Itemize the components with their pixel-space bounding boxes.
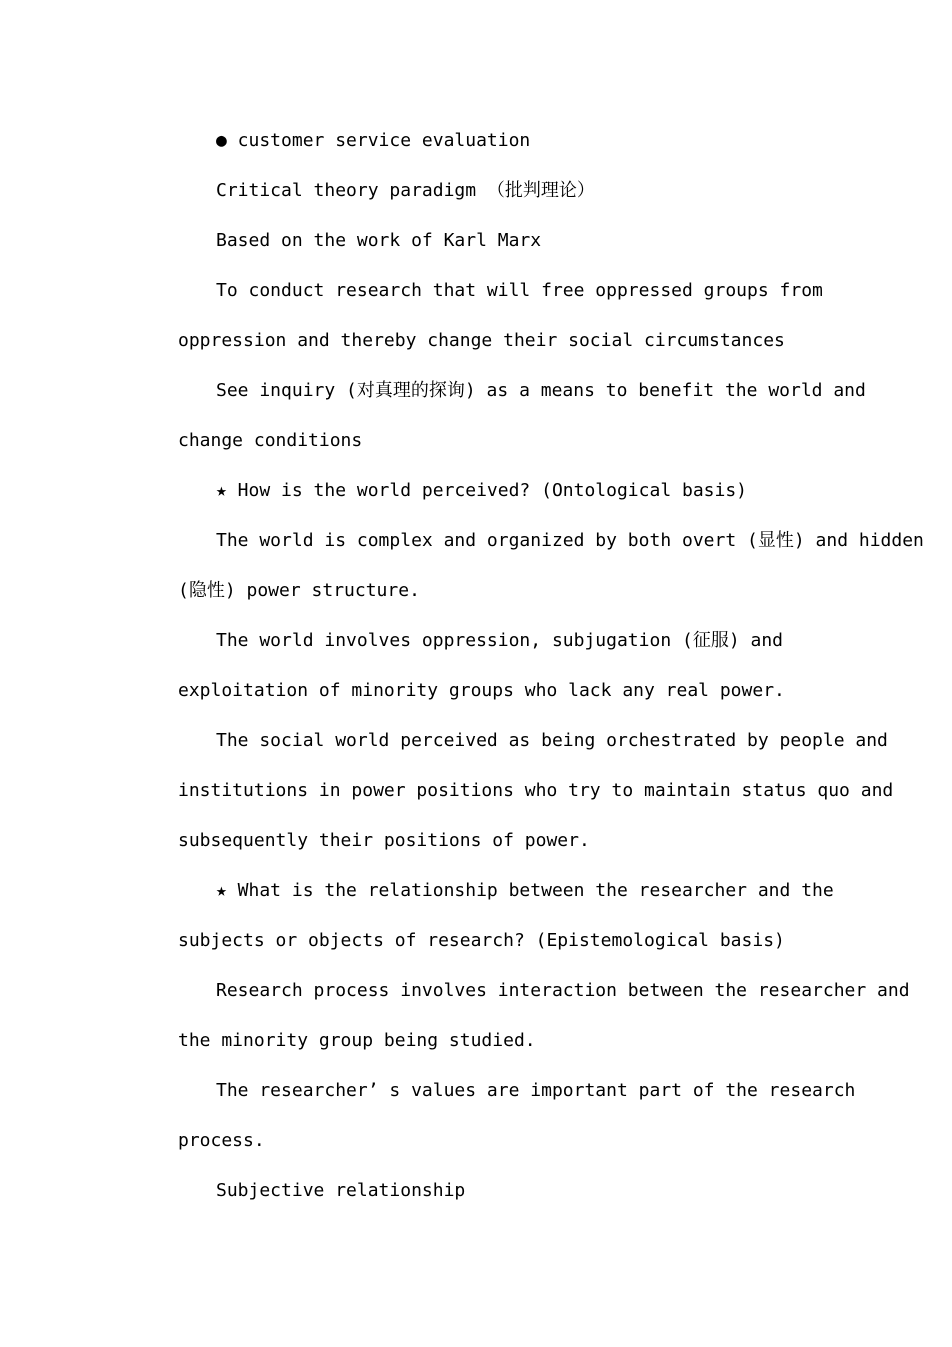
text-line: process. [178,1130,265,1151]
bullet-line-customer-service: ● customer service evaluation [216,130,531,151]
text-line: Subjective relationship [216,1180,466,1201]
text-line: The world is complex and organized by both overt (显性) and hidden [216,530,924,551]
text-line: exploitation of minority groups who lack any real power. [178,680,785,701]
text-line: the minority group being studied. [178,1030,536,1051]
text-line: institutions in power positions who try to maintain status quo and [178,780,894,801]
text-line: subjects or objects of research? (Epistemological basis) [178,930,785,951]
heading-critical-theory: Critical theory paradigm （批判理论） [216,180,595,201]
text-line: To conduct research that will free oppressed groups from [216,280,823,301]
text-line: The researcher’ s values are important part of the research [216,1080,856,1101]
text-line: The world involves oppression, subjugation (征服) and [216,630,784,651]
star-question-epistemological: ★ What is the relationship between the researcher and the [216,880,834,901]
text-line: subsequently their positions of power. [178,830,590,851]
text-line: The social world perceived as being orchestrated by people and [216,730,888,751]
star-question-ontological: ★ How is the world perceived? (Ontological basis) [216,480,748,501]
text-line: oppression and thereby change their social circumstances [178,330,785,351]
text-line: change conditions [178,430,363,451]
text-line: Research process involves interaction between the researcher and [216,980,910,1001]
text-line: See inquiry (对真理的探询) as a means to benefit the world and [216,380,866,401]
text-line: (隐性) power structure. [178,580,420,601]
text-line: Based on the work of Karl Marx [216,230,542,251]
